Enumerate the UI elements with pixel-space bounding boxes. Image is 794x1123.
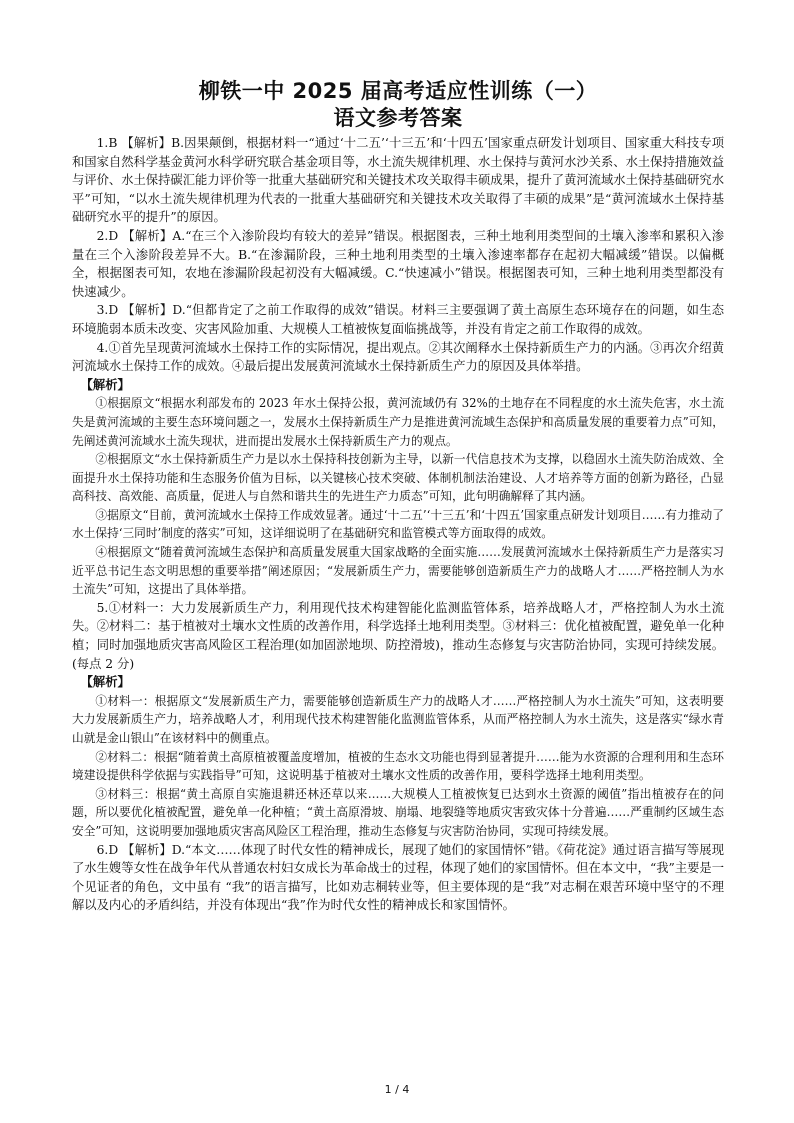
answer-4: 4.①首先呈现黄河流域水土保持工作的实际情况，提出观点。②其次阐释水土保持新质生产力的内涵。③再次介绍黄河流域水土保持工作的成效。④最后提出发展黄河流域水土保持新质生产力的原因及具体举措。 [72, 340, 724, 374]
q5-point-1: ①材料一：根据原文“发展新质生产力，需要能够创造新质生产力的战略人才……严格控制人为水土流失”可知，这表明要大力发展新质生产力，培养战略人才，利用现代技术构建智能化监测监管体系，从而严格控制人为水土流失，这是落实“绿水青山就是金山银山”在该材料中的侧重点。 [72, 693, 724, 745]
answer-body [72, 134, 724, 915]
answer-5: 5.①材料一：大力发展新质生产力，利用现代技术构建智能化监测监管体系，培养战略人才，严格控制人为水土流失。②材料二：基于植被对土壤水文性质的改善作用，科学选择土地利用类型。③材料三：优化植被配置，避免单一化种植；同时加强地质灾害高风险区工程治理(如加固淤地坝、防控滑坡)，推动生态修复与灾害防治协同，实现可持续发展。(每点 2 分) [72, 600, 724, 671]
q4-point-2: ②根据原文“水土保持新质生产力是以水土保持科技创新为主导，以新一代信息技术为支撑，以稳固水土流失防治成效、全面提升水土保持功能和生态服务价值为目标，以关键核心技术突破、体制机制法治建设、人才培养等方面的创新为路径，凸显高科技、高效能、高质量，促进人与自然和谐共生的先进生产力质态”可知，此句明确解释了其内涵。 [72, 452, 724, 504]
answer-1: 1.B 【解析】B.因果颠倒，根据材料一“通过‘十二五’‘十三五’和‘十四五’国家重点研发计划项目、国家重大科技专项和国家自然科学基金黄河水科学研究联合基金项目等，水土流失规律机理、水土保持与黄河水沙关系、水土保持措施效益与评价、水土保持碳汇能力评价等一批重大基础研究和关键技术攻关取得丰硕成果，提升了黄河流域水土保持基础研究水平”可知，“以水土流失规律机理为代表的一批重大基础研究和关键技术攻关取得了丰硕的成果”是“黄河流域水土保持基础研究水平的提升”的原因。 [72, 136, 724, 225]
q4-point-1: ①根据原文“根据水利部发布的 2023 年水土保持公报，黄河流域仍有 32%的土地存在不同程度的水土流失危害，水土流失是黄河流域的主要生态环境问题之一，发展水土保持新质生产力是推进黄河流域生态保护和高质量发展的重要着力点”可知，先阐述黄河流域水土流失现状，进而提出发展水土保持新质生产力的观点。 [72, 396, 724, 448]
document-page [72, 78, 724, 915]
answer-3: 3.D 【解析】D.“但都肯定了之前工作取得的成效”错误。材料三主要强调了黄土高原生态环境存在的问题，如生态环境脆弱本质未改变、灾害风险加重、大规模人工植被恢复面临挑战等，并没有肯定之前工作取得的成效。 [72, 303, 724, 336]
page-number: 1 / 4 [384, 1083, 410, 1096]
answer-6: 6.D 【解析】D.“本文……体现了时代女性的精神成长，展现了她们的家国情怀”错。《荷花淀》通过语言描写等展现了水生嫂等女性在战争年代从普通农村妇女成长为革命战士的过程，体现了她们的家国情怀。但在本文中，“我”主要是一个见证者的角色，文中虽有 “我”的语言描写，比如劝志桐转业等，但主要体现的是“我”对志桐在艰苦环境中坚守的不理解以及内心的矛盾纠结，并没有体现出“我”作为时代女性的精神成长和家国情怀。 [72, 842, 725, 913]
answer-2: 2.D 【解析】A.“在三个入渗阶段均有较大的差异”错误。根据图表，三种土地利用类型间的土壤入渗率和累积入渗量在三个入渗阶段差异不大。B.“在渗漏阶段，三种土地利用类型的土壤入渗速率都存在起初大幅减缓”错误。以偏概全，根据图表可知，农地在渗漏阶段起初没有大幅减缓。C.“快速减小”错误。根据图表可知，三种土地利用类型都没有快速减少。 [72, 228, 724, 299]
q4-point-4: ④根据原文“随着黄河流域生态保护和高质量发展重大国家战略的全面实施……发展黄河流域水土保持新质生产力是落实习近平总书记生态文明思想的重要举措”阐述原因；“发展新质生产力，需要能够创造新质生产力的战略人才……严格控制人为水土流失”可知，这提出了具体举措。 [72, 545, 724, 597]
q5-point-2: ②材料二：根据“随着黄土高原植被覆盖度增加，植被的生态水文功能也得到显著提升……能为水资源的合理利用和生态环境建设提供科学依据与实践指导”可知，这说明基于植被对土壤水文性质的改善作用，要科学选择土地利用类型。 [72, 749, 724, 783]
q5-point-3: ③材料三：根据“黄土高原自实施退耕还林还草以来……大规模人工植被恢复已达到水土资源的阈值”指出植被存在的问题，所以要优化植被配置，避免单一化种植；“黄土高原滑坡、崩塌、地裂缝等地质灾害致灾体十分普遍……严重制约区域生态安全”可知，这说明要加强地质灾害高风险区工程治理，推动生态修复与灾害防治协同，实现可持续发展。 [72, 786, 724, 838]
q4-analysis-heading: 【解析】 [80, 376, 130, 392]
q4-point-3: ③据原文“目前，黄河流域水土保持工作成效显著。通过‘十二五’‘十三五’和‘十四五’国家重点研发计划项目……有力推动了水土保持‘三同时’制度的落实”可知，这详细说明了在基础研究和监管模式等方面取得的成效。 [72, 507, 724, 541]
document-title: 柳铁一中 2025 届高考适应性训练（一） [198, 79, 598, 103]
q5-analysis-heading: 【解析】 [80, 674, 130, 690]
document-subtitle: 语文参考答案 [333, 106, 463, 130]
